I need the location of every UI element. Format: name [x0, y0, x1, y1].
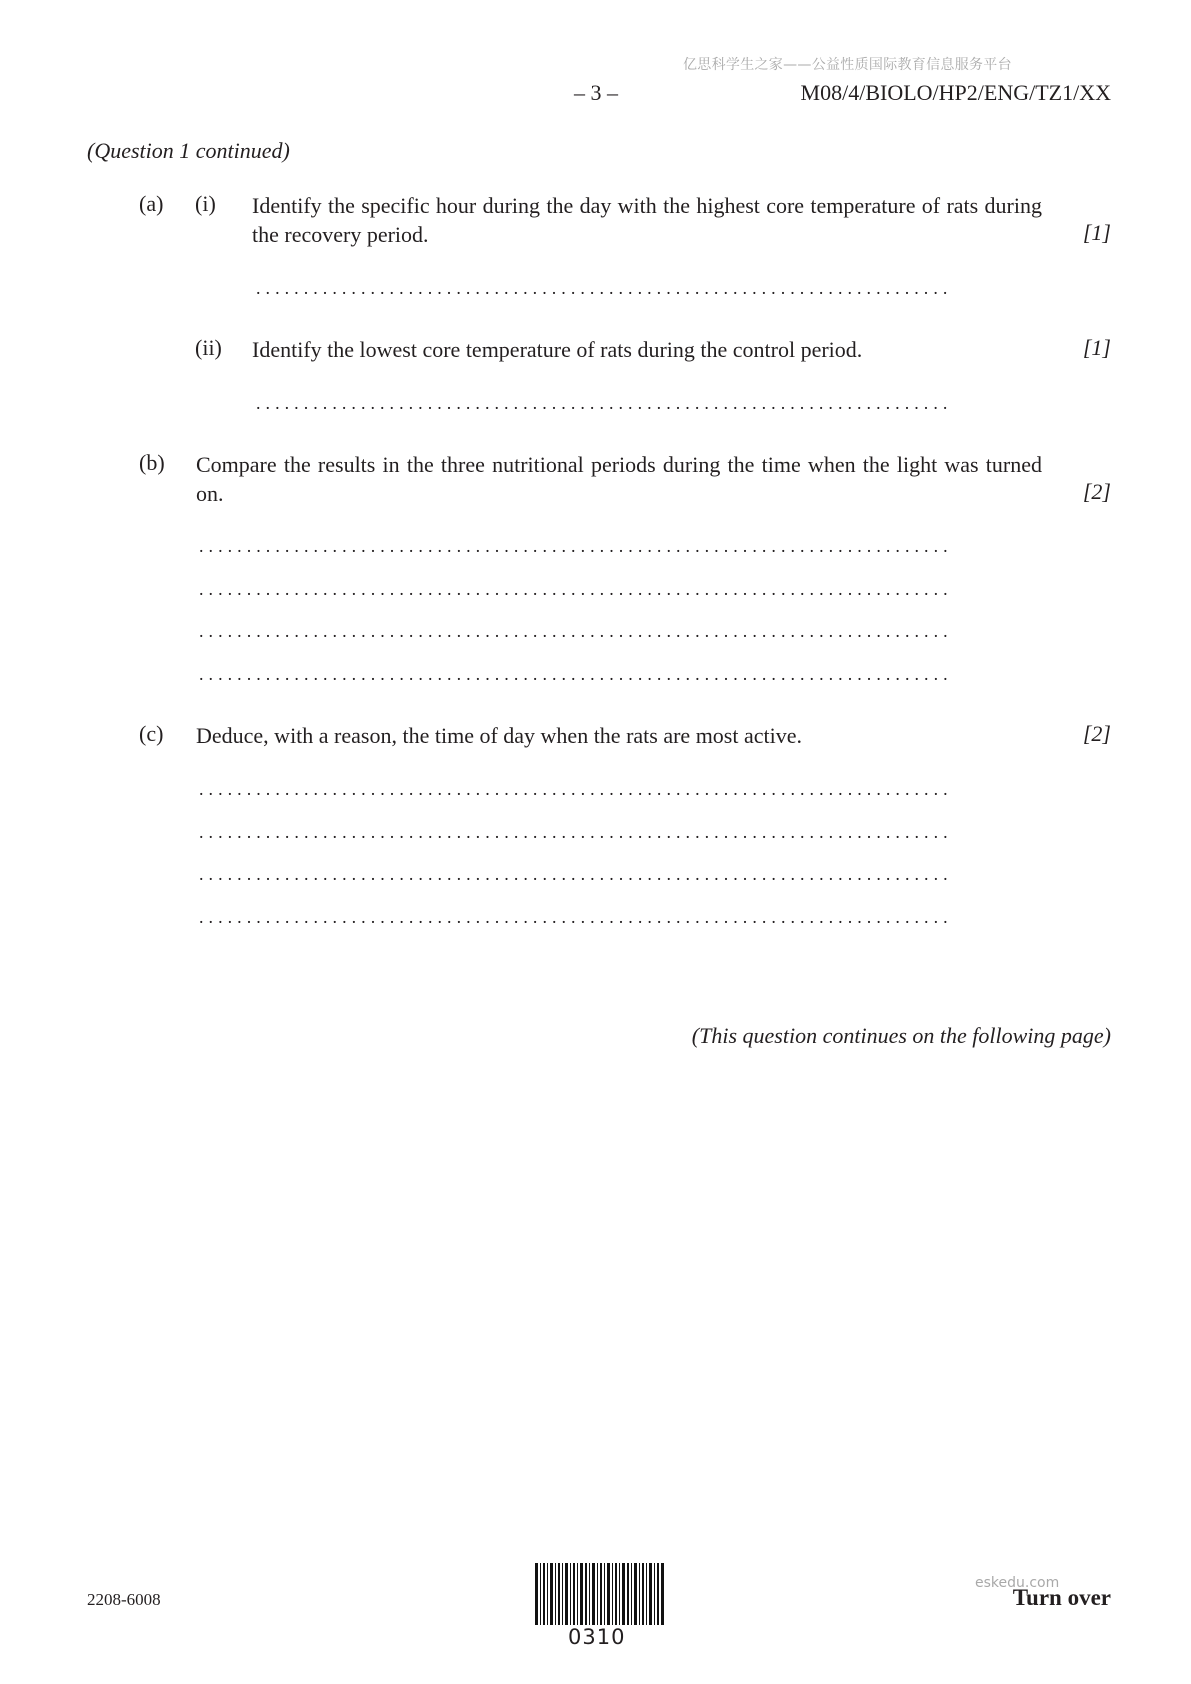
- answer-line[interactable]: .........................................................................: [256, 278, 953, 298]
- answer-line[interactable]: ...............................................................................: [199, 664, 953, 684]
- question-b-marks: [2]: [1082, 479, 1111, 504]
- question-c-marks: [2]: [1082, 721, 1111, 746]
- paper-code: M08/4/BIOLO/HP2/ENG/TZ1/XX: [800, 80, 1111, 105]
- question-a-ii-text: Identify the lowest core temperature of rats during the control period.: [252, 337, 863, 362]
- turn-over-label: Turn over: [1012, 1585, 1111, 1610]
- question-c-label: (c): [139, 721, 164, 746]
- page-number: – 3 –: [574, 80, 618, 105]
- question-continued-label: (Question 1 continued): [87, 138, 290, 163]
- answer-line[interactable]: ...............................................................................: [199, 579, 953, 599]
- answer-line[interactable]: ...............................................................................: [199, 536, 953, 556]
- question-c-text: Deduce, with a reason, the time of day when the rats are most active.: [196, 723, 802, 748]
- footer-watermark: eskedu.com: [975, 1575, 1060, 1591]
- question-b-label: (b): [139, 450, 165, 475]
- answer-line[interactable]: ...............................................................................: [199, 621, 953, 641]
- question-continues-note: (This question continues on the following page): [691, 1023, 1111, 1048]
- question-a-label: (a): [139, 191, 164, 216]
- barcode: [535, 1563, 665, 1632]
- question-a-i-text: Identify the specific hour during the day with the highest core temperature of rats during the recovery period.: [252, 193, 1042, 247]
- question-a-ii-label: (ii): [195, 335, 222, 360]
- answer-line[interactable]: .........................................................................: [256, 393, 953, 413]
- question-a-i-label: (i): [195, 191, 216, 216]
- header-watermark: 亿思科学生之家——公益性质国际教育信息服务平台: [683, 57, 1012, 73]
- barcode-number: 0310: [568, 1625, 626, 1649]
- answer-line[interactable]: ...............................................................................: [199, 779, 953, 799]
- question-b-text: Compare the results in the three nutritional periods during the time when the light was turned on.: [196, 452, 1042, 506]
- question-a-i-marks: [1]: [1082, 220, 1111, 245]
- answer-line[interactable]: ...............................................................................: [199, 864, 953, 884]
- answer-line[interactable]: ...............................................................................: [199, 822, 953, 842]
- answer-line[interactable]: ...............................................................................: [199, 907, 953, 927]
- footer-code: 2208-6008: [87, 1590, 161, 1609]
- question-a-ii-marks: [1]: [1082, 335, 1111, 360]
